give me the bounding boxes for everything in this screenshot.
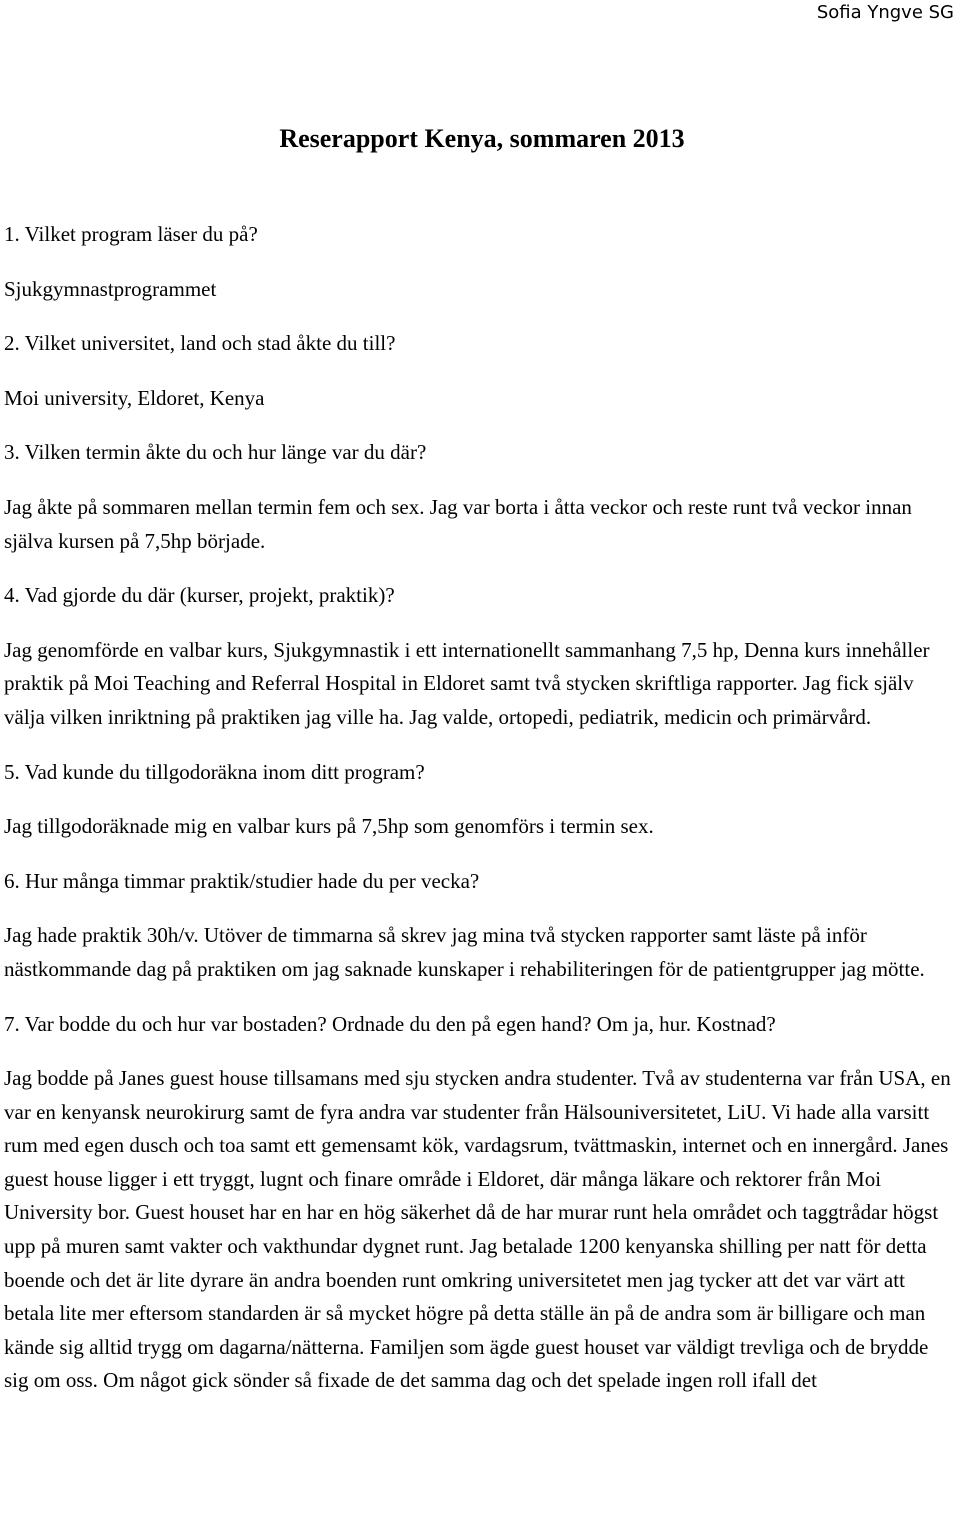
question-1: 1. Vilket program läser du på? [4,222,258,246]
answer-1: Sjukgymnastprogrammet [4,276,217,301]
question-3: 3. Vilken termin åkte du och hur länge var du där? [4,440,427,465]
header-author: Sofia Yngve SG [816,2,954,23]
answer-6: Jag hade praktik 30h/v. Utöver de timmarna så skrev jag mina två stycken rapporter samt läste på inför nästkommande dag på praktiken om jag saknade kunskaper i rehabiliteringen för de patientgrupper jag mötte. [4,923,925,981]
question-4: 4. Vad gjorde du där (kurser, projekt, praktik)? [4,583,395,608]
question-2: 2. Vilket universitet, land och stad åkte du till? [4,331,396,356]
answer-3: Jag åkte på sommaren mellan termin fem och sex. Jag var borta i åtta veckor och reste runt två veckor innan själva kursen på 7,5hp började. [4,494,912,553]
answer-4: Jag genomförde en valbar kurs, Sjukgymnastik i ett internationellt sammanhang 7,5 hp, Denna kurs innehåller praktik på Moi Teaching and Referral Hospital in Eldoret samt två stycken skriftliga rapporter. Jag fick själv välja vilken inriktning på praktiken jag ville ha. Jag valde, ortopedi, pediatrik, medicin och primärvård. [4,637,930,729]
page-title: Reserapport Kenya, sommaren 2013 [279,124,685,153]
answer-2: Moi university, Eldoret, Kenya [4,385,265,410]
question-7: 7. Var bodde du och hur var bostaden? Ordnade du den på egen hand? Om ja, hur. Kostnad? [4,1011,776,1036]
answer-5: Jag tillgodoräknade mig en valbar kurs på 7,5hp som genomförs i termin sex. [4,814,654,839]
question-5: 5. Vad kunde du tillgodoräkna inom ditt program? [4,759,425,784]
document-body [4,218,956,1419]
question-6: 6. Hur många timmar praktik/studier hade du per vecka? [4,868,480,893]
answer-7: Jag bodde på Janes guest house tillsamans med sju stycken andra studenter. Två av studenterna var från USA, en var en kenyansk neurokirurg samt de fyra andra var studenter från Hälsouniversitetet, LiU. Vi hade alla varsitt rum med egen dusch och toa samt ett gemensamt kök, vardagsrum, tvättmaskin, internet och en innergård. Janes guest house ligger i ett tryggt, lugnt och finare område i Eldoret, där många läkare och rektorer från Moi University bor. Guest houset har en har en hög säkerhet då de har murar runt hela området och taggtrådar högst upp på muren samt vakter och vakthundar dygnet runt. Jag betalade 1200 kenyanska shilling per natt för detta boende och det är lite dyrare än andra boenden runt omkring universitetet men jag tycker att det var värt att betala lite mer eftersom standarden är så mycket högre på detta ställe än på de andra som är billigare och man kände sig alltid trygg om dagarna/nätterna. Familjen som ägde guest houset var väldigt trevliga och de brydde sig om oss. Om något gick sönder så fixade de det samma dag och det spelade ingen roll ifall det [4,1066,951,1393]
